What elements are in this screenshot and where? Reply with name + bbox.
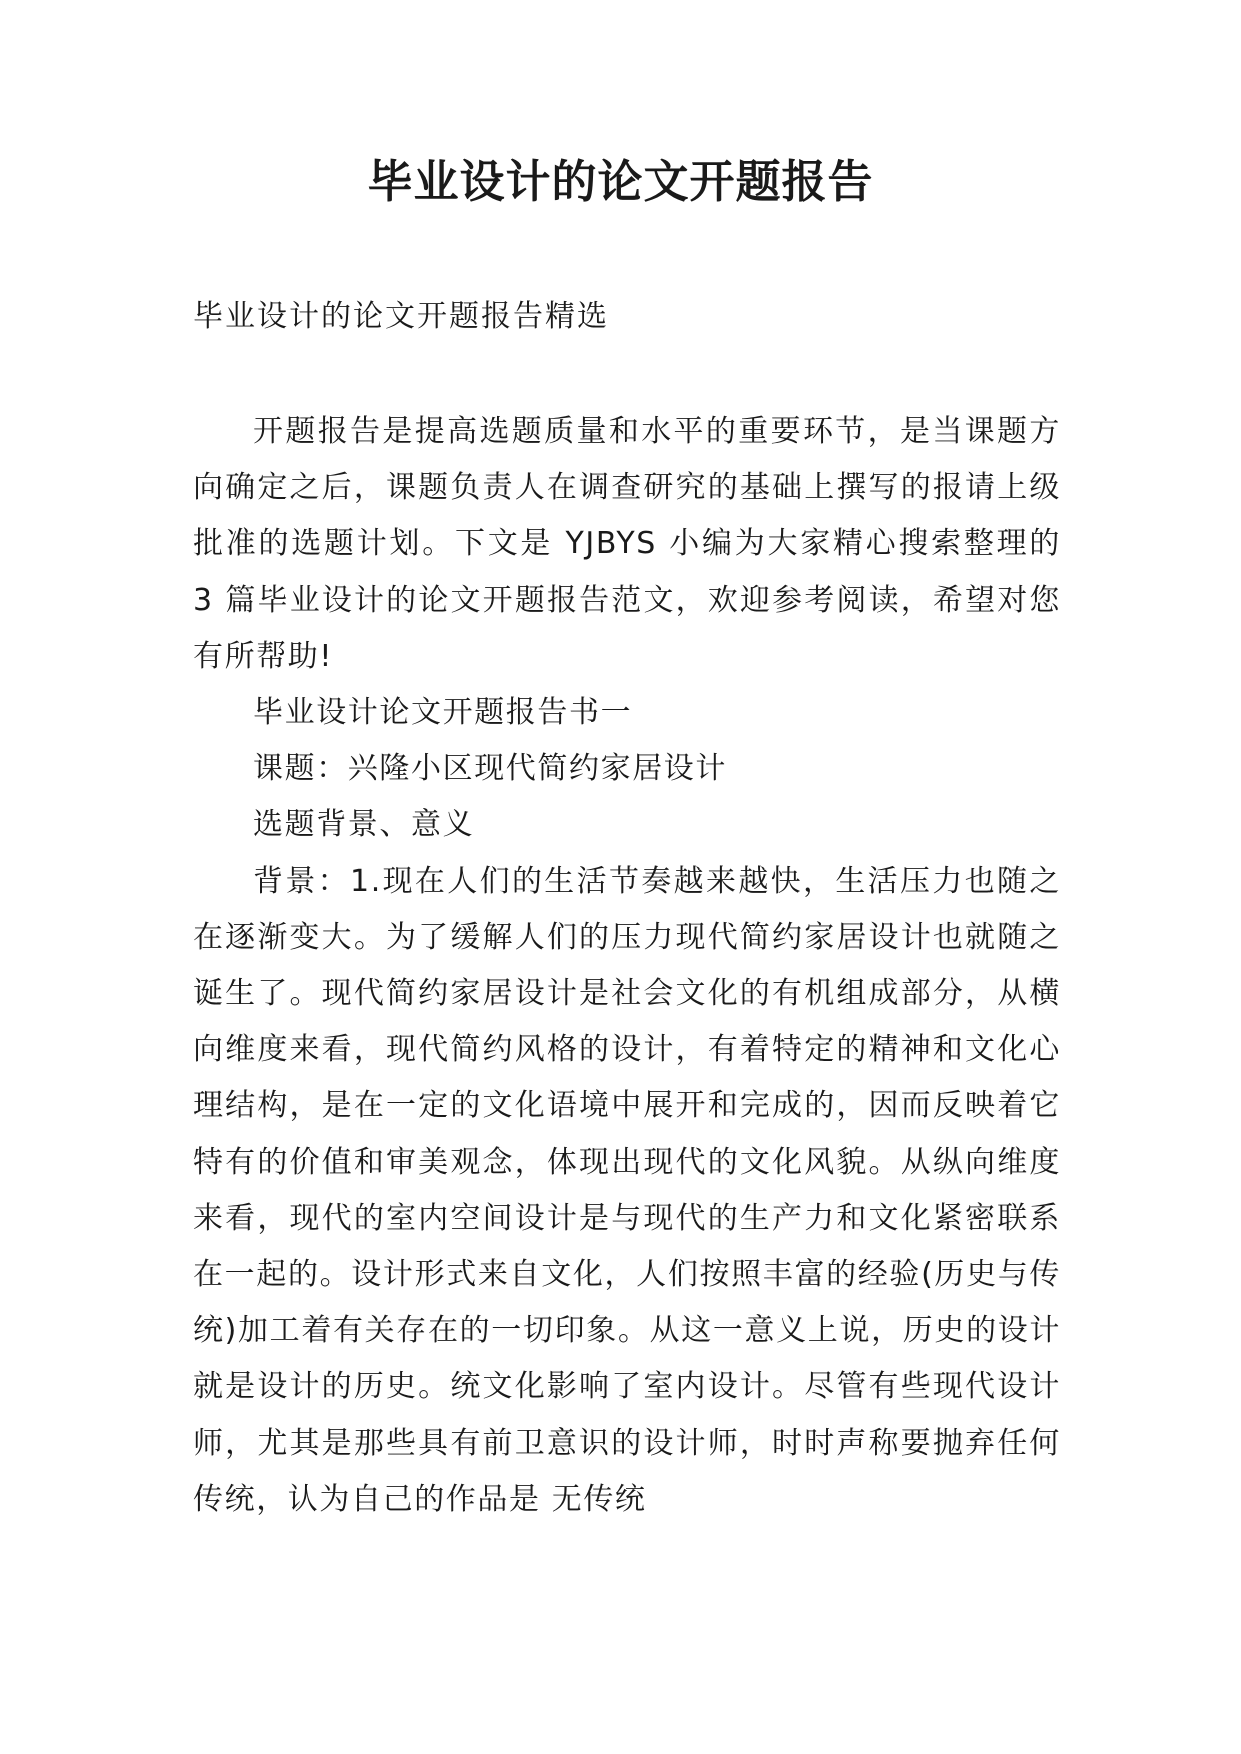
- report-heading: 毕业设计论文开题报告书一: [253, 695, 633, 731]
- document-subtitle: 毕业设计的论文开题报告精选: [193, 299, 609, 334]
- topic-line: 课题：兴隆小区现代简约家居设计: [253, 751, 727, 787]
- intro-paragraph: 开题报告是提高选题质量和水平的重要环节，是当课题方向确定之后，课题负责人在调查研究的基础上撰写的报请上级批准的选题计划。下文是 YJBYS 小编为大家精心搜索整理的 3 篇毕业设计的论文开题报告范文，欢迎参考阅读，希望对您有所帮助!: [193, 414, 1061, 674]
- background-heading: 选题背景、意义: [253, 807, 475, 843]
- background-paragraph: 背景：1.现在人们的生活节奏越来越快，生活压力也随之在逐渐变大。为了缓解人们的压力现代简约家居设计也就随之诞生了。现代简约家居设计是社会文化的有机组成部分，从横向维度来看，现代简约风格的设计，有着特定的精神和文化心理结构，是在一定的文化语境中展开和完成的，因而反映着它特有的价值和审美观念，体现出现代的文化风貌。从纵向维度来看，现代的室内空间设计是与现代的生产力和文化紧密联系在一起的。设计形式来自文化，人们按照丰富的经验(历史与传统)加工着有关存在的一切印象。从这一意义上说，历史的设计就是设计的历史。统文化影响了室内设计。尽管有些现代设计师，尤其是那些具有前卫意识的设计师，时时声称要抛弃任何传统，认为自己的作品是 无传统: [193, 863, 1061, 1517]
- document-title: 毕业设计的论文开题报告: [367, 155, 874, 208]
- document-body: [193, 404, 1061, 1528]
